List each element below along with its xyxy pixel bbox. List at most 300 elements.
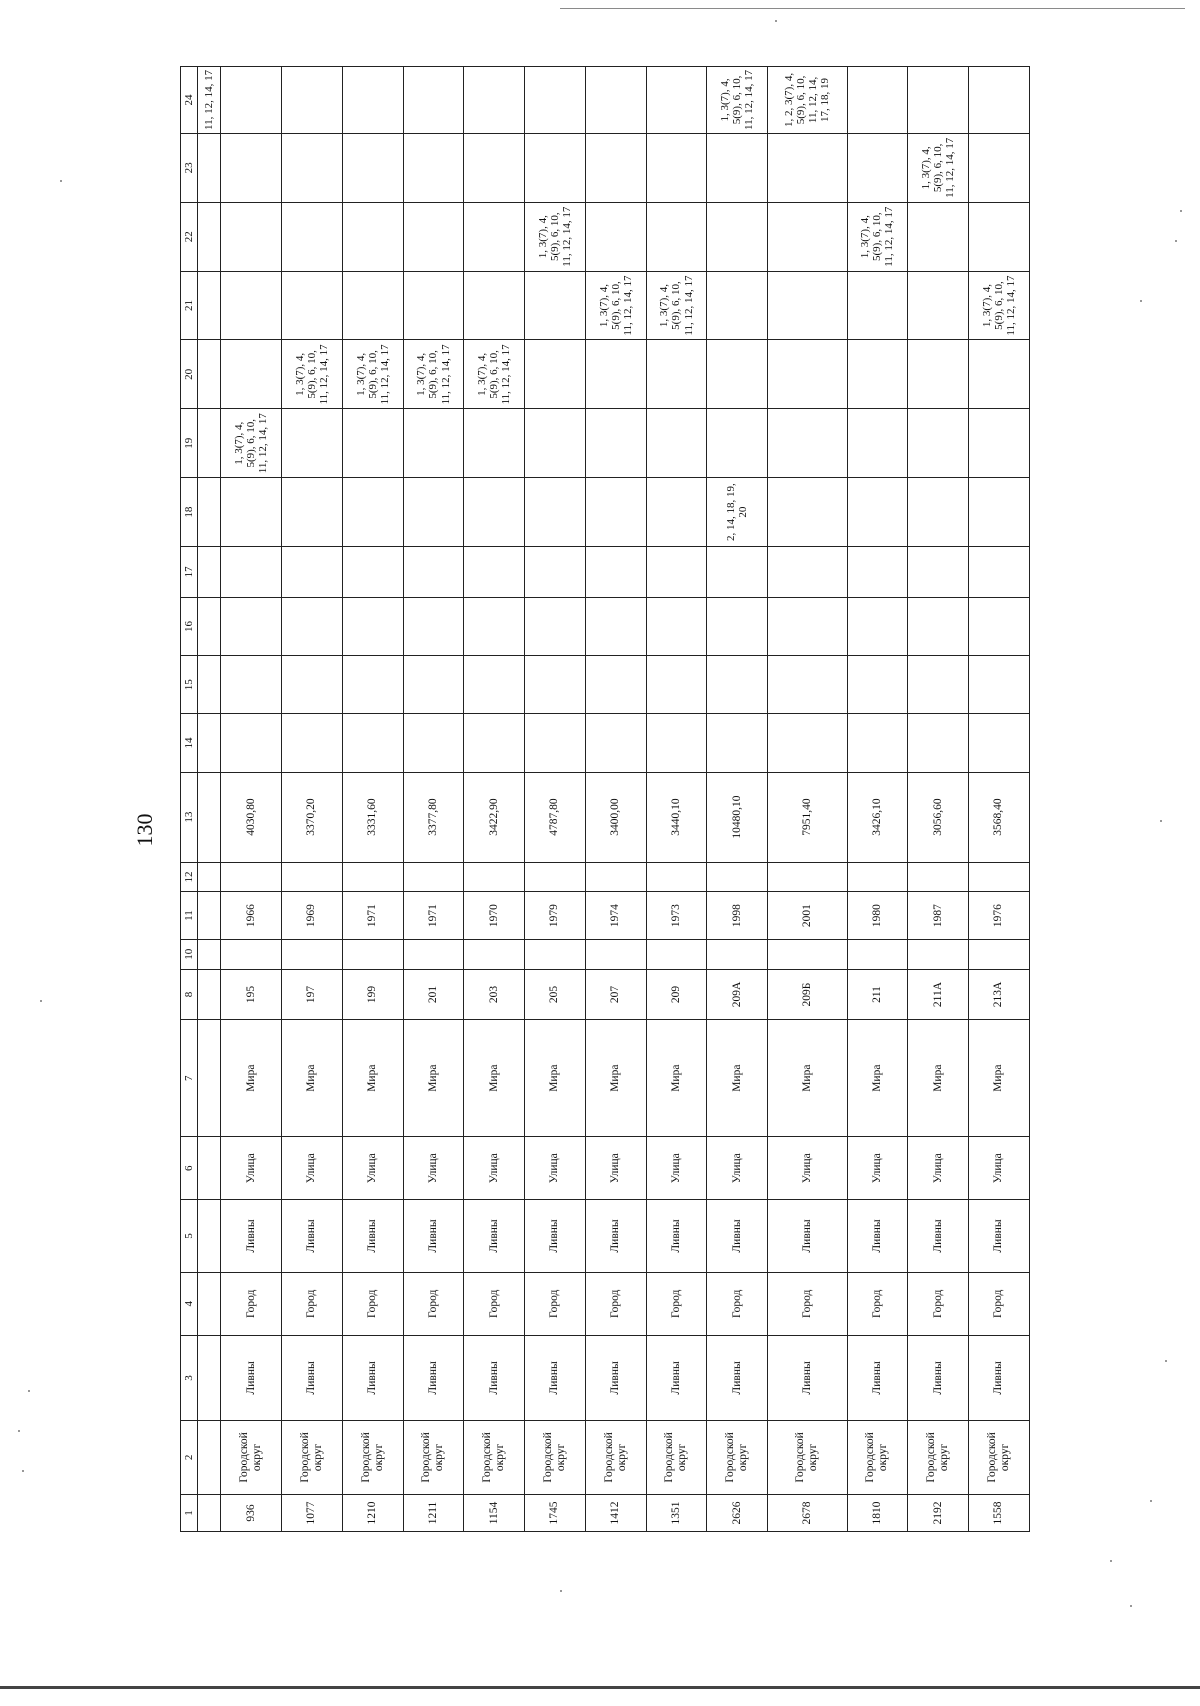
column-header: 20: [181, 340, 198, 409]
cell-street-type: Улица: [646, 1136, 707, 1200]
empty-cell: [342, 656, 403, 714]
cell-house: 199: [342, 969, 403, 1020]
cell-locality: Ливны: [969, 1336, 1030, 1421]
column-header: 7: [181, 1020, 198, 1137]
column-header: 8: [181, 969, 198, 1020]
cell-col19: [403, 409, 464, 478]
cell-year: 1980: [847, 892, 908, 940]
empty-cell: [847, 546, 908, 597]
cell-area: 3370,20: [282, 772, 343, 862]
empty-cell: [585, 597, 646, 655]
cell-col23: [525, 133, 586, 202]
empty-cell: [221, 939, 282, 969]
empty-cell: [707, 546, 768, 597]
cell-street-type: Улица: [221, 1136, 282, 1200]
table-row: [908, 67, 969, 1532]
empty-cell: [198, 1020, 221, 1137]
empty-cell: [198, 939, 221, 969]
cell-col23: [585, 133, 646, 202]
cell-col19: [585, 409, 646, 478]
top-rule: [560, 8, 1185, 9]
empty-cell: [221, 546, 282, 597]
cell-col21: [403, 271, 464, 340]
cell-col18: [282, 478, 343, 547]
cell-year: 1973: [646, 892, 707, 940]
cell-street: Мира: [707, 1020, 768, 1137]
cell-street-type: Улица: [768, 1136, 847, 1200]
cell-locality-type: Город: [403, 1272, 464, 1336]
cell-city: Ливны: [403, 1200, 464, 1272]
empty-cell: [847, 939, 908, 969]
cell-year: 1971: [342, 892, 403, 940]
empty-cell: [342, 714, 403, 772]
cell-house: 211А: [908, 969, 969, 1020]
column-header: 15: [181, 656, 198, 714]
cell-area: 3056,60: [908, 772, 969, 862]
empty-cell: [585, 714, 646, 772]
cell-locality-type: Город: [342, 1272, 403, 1336]
empty-cell: [221, 597, 282, 655]
cell-col22: [221, 202, 282, 271]
cell-year: 1987: [908, 892, 969, 940]
empty-cell: [525, 714, 586, 772]
cell-col23: [342, 133, 403, 202]
empty-cell: [646, 597, 707, 655]
empty-cell: [403, 714, 464, 772]
empty-cell: [342, 862, 403, 892]
cell-street-type: Улица: [969, 1136, 1030, 1200]
empty-cell: [969, 714, 1030, 772]
table-row: [403, 67, 464, 1532]
cell-col20: 1, 3(7), 4, 5(9), 6, 10, 11, 12, 14, 17: [403, 340, 464, 409]
register-table-wrap: [180, 66, 1030, 1532]
cell-col20: [585, 340, 646, 409]
cell-street: Мира: [847, 1020, 908, 1137]
cell-municipality: Городской округ: [585, 1420, 646, 1494]
empty-cell: [768, 656, 847, 714]
cell-locality: Ливны: [342, 1336, 403, 1421]
empty-cell: [403, 862, 464, 892]
empty-cell: [707, 714, 768, 772]
empty-cell: [525, 546, 586, 597]
cell-col20: [525, 340, 586, 409]
column-header: 18: [181, 478, 198, 547]
cell-street-type: Улица: [908, 1136, 969, 1200]
cell-street: Мира: [646, 1020, 707, 1137]
cell-col24: [525, 67, 586, 134]
cell-col22: 1, 3(7), 4, 5(9), 6, 10, 11, 12, 14, 17: [847, 202, 908, 271]
cell-col19: [768, 409, 847, 478]
empty-cell: [585, 546, 646, 597]
cell-municipality: Городской округ: [768, 1420, 847, 1494]
table-row: [342, 67, 403, 1532]
cell-col20: [221, 340, 282, 409]
cell-col18: [768, 478, 847, 547]
column-header: 14: [181, 714, 198, 772]
cell-locality: Ливны: [585, 1336, 646, 1421]
cell-year: 1976: [969, 892, 1030, 940]
cell-year: 1971: [403, 892, 464, 940]
cell-col18: [525, 478, 586, 547]
cell-year: 2001: [768, 892, 847, 940]
cell-area: 3377,80: [403, 772, 464, 862]
cell-col19: [969, 409, 1030, 478]
empty-cell: [198, 862, 221, 892]
empty-cell: [464, 714, 525, 772]
cell-id: 2192: [908, 1494, 969, 1531]
table-row: [282, 67, 343, 1532]
cell-col19: [646, 409, 707, 478]
cell-municipality: Городской округ: [646, 1420, 707, 1494]
empty-cell: [585, 862, 646, 892]
empty-cell: [198, 1136, 221, 1200]
empty-cell: [198, 656, 221, 714]
cell-street-type: Улица: [282, 1136, 343, 1200]
column-header: 5: [181, 1200, 198, 1272]
empty-cell: [908, 597, 969, 655]
empty-cell: [198, 340, 221, 409]
empty-cell: [646, 546, 707, 597]
cell-street: Мира: [969, 1020, 1030, 1137]
cell-col20: 1, 3(7), 4, 5(9), 6, 10, 11, 12, 14, 17: [342, 340, 403, 409]
empty-cell: [969, 656, 1030, 714]
cell-house: 205: [525, 969, 586, 1020]
cell-col22: [282, 202, 343, 271]
cell-locality-type: Город: [221, 1272, 282, 1336]
cell-col19: [908, 409, 969, 478]
cell-locality-type: Город: [847, 1272, 908, 1336]
cell-locality: Ливны: [707, 1336, 768, 1421]
cell-col20: [768, 340, 847, 409]
cell-col20: 1, 3(7), 4, 5(9), 6, 10, 11, 12, 14, 17: [464, 340, 525, 409]
cell-street: Мира: [768, 1020, 847, 1137]
cell-house: 209: [646, 969, 707, 1020]
cell-municipality: Городской округ: [221, 1420, 282, 1494]
cell-municipality: Городской округ: [707, 1420, 768, 1494]
cell-house: 209А: [707, 969, 768, 1020]
cell-col20: [969, 340, 1030, 409]
cell-col18: 2, 14, 18, 19, 20: [707, 478, 768, 547]
cell-street: Мира: [282, 1020, 343, 1137]
cell-col22: [768, 202, 847, 271]
cell-area: 3422,90: [464, 772, 525, 862]
empty-cell: [282, 546, 343, 597]
empty-cell: [464, 546, 525, 597]
empty-cell: [282, 714, 343, 772]
cell-id: 1558: [969, 1494, 1030, 1531]
cell-street: Мира: [464, 1020, 525, 1137]
cell-col22: 1, 3(7), 4, 5(9), 6, 10, 11, 12, 14, 17: [525, 202, 586, 271]
cell-col19: [707, 409, 768, 478]
empty-cell: [525, 597, 586, 655]
column-header: 13: [181, 772, 198, 862]
cell-year: 1966: [221, 892, 282, 940]
cell-col22: [403, 202, 464, 271]
cell-col23: [768, 133, 847, 202]
cell-city: Ливны: [707, 1200, 768, 1272]
column-header: 10: [181, 939, 198, 969]
cell-area: 7951,40: [768, 772, 847, 862]
cell-id: 1412: [585, 1494, 646, 1531]
cell-city: Ливны: [646, 1200, 707, 1272]
empty-cell: [908, 656, 969, 714]
empty-cell: [768, 939, 847, 969]
cell-col22: [342, 202, 403, 271]
empty-cell: [198, 546, 221, 597]
cell-locality: Ливны: [403, 1336, 464, 1421]
cell-city: Ливны: [342, 1200, 403, 1272]
cell-col23: [282, 133, 343, 202]
cell-house: 203: [464, 969, 525, 1020]
cell-house: 209Б: [768, 969, 847, 1020]
cell-street-type: Улица: [403, 1136, 464, 1200]
cell-col24: 1, 3(7), 4, 5(9), 6, 10, 11, 12, 14, 17: [707, 67, 768, 134]
cell-area: 4787,80: [525, 772, 586, 862]
cell-city: Ливны: [908, 1200, 969, 1272]
cell-house: 197: [282, 969, 343, 1020]
empty-cell: [707, 939, 768, 969]
cell-municipality: Городской округ: [847, 1420, 908, 1494]
cell-col24: [342, 67, 403, 134]
cell-municipality: Городской округ: [908, 1420, 969, 1494]
cell-col21: [342, 271, 403, 340]
empty-cell: [198, 1272, 221, 1336]
cell-col23: [403, 133, 464, 202]
cell-locality: Ливны: [646, 1336, 707, 1421]
cell-area: 3440,10: [646, 772, 707, 862]
table-row: [768, 67, 847, 1532]
empty-cell: [198, 969, 221, 1020]
table-row: [707, 67, 768, 1532]
cell-year: 1969: [282, 892, 343, 940]
empty-cell: [585, 939, 646, 969]
empty-cell: [342, 597, 403, 655]
cell-locality: Ливны: [525, 1336, 586, 1421]
cell-id: 2678: [768, 1494, 847, 1531]
empty-cell: [221, 714, 282, 772]
table-row: [646, 67, 707, 1532]
empty-cell: [198, 133, 221, 202]
cell-col18: [464, 478, 525, 547]
empty-cell: [646, 939, 707, 969]
cell-col19: [847, 409, 908, 478]
empty-cell: [464, 939, 525, 969]
cell-col22: [969, 202, 1030, 271]
cell-house: 195: [221, 969, 282, 1020]
cell-locality-type: Город: [969, 1272, 1030, 1336]
empty-cell: [969, 597, 1030, 655]
cell-street-type: Улица: [585, 1136, 646, 1200]
column-header: 17: [181, 546, 198, 597]
cell-locality-type: Город: [282, 1272, 343, 1336]
register-body: [181, 67, 1030, 1532]
table-row: [969, 67, 1030, 1532]
empty-cell: [525, 656, 586, 714]
empty-cell: [707, 862, 768, 892]
empty-cell: [768, 862, 847, 892]
cell-col21: [282, 271, 343, 340]
cell-area: 3400,00: [585, 772, 646, 862]
cell-city: Ливны: [525, 1200, 586, 1272]
cell-area: 4030,80: [221, 772, 282, 862]
cell-col20: 1, 3(7), 4, 5(9), 6, 10, 11, 12, 14, 17: [282, 340, 343, 409]
cell-locality: Ливны: [768, 1336, 847, 1421]
cell-col18: [403, 478, 464, 547]
empty-cell: [768, 546, 847, 597]
cell-col19: [464, 409, 525, 478]
column-header: 22: [181, 202, 198, 271]
cell-city: Ливны: [847, 1200, 908, 1272]
cell-area: 3568,40: [969, 772, 1030, 862]
cell-locality: Ливны: [221, 1336, 282, 1421]
cell-col24: 1, 2, 3(7), 4, 5(9), 6, 10, 11, 12, 14, 17, 18, 19: [768, 67, 847, 134]
cell-col21: [525, 271, 586, 340]
empty-cell: [198, 478, 221, 547]
cell-col23: [707, 133, 768, 202]
column-header: 11: [181, 892, 198, 940]
empty-cell: [646, 656, 707, 714]
table-row: [847, 67, 908, 1532]
table-row: [221, 67, 282, 1532]
cell-col24: [646, 67, 707, 134]
empty-cell: [198, 597, 221, 655]
empty-cell: [198, 714, 221, 772]
empty-cell: [525, 862, 586, 892]
cell-locality: Ливны: [282, 1336, 343, 1421]
cell-col19: [525, 409, 586, 478]
cell-locality-type: Город: [908, 1272, 969, 1336]
cell-id: 1077: [282, 1494, 343, 1531]
cell-city: Ливны: [221, 1200, 282, 1272]
empty-cell: [768, 714, 847, 772]
header-note-row: [198, 67, 221, 1532]
cell-col18: [908, 478, 969, 547]
cell-col24: [969, 67, 1030, 134]
cell-col21: [847, 271, 908, 340]
cell-locality-type: Город: [707, 1272, 768, 1336]
cell-locality: Ливны: [847, 1336, 908, 1421]
column-header: 12: [181, 862, 198, 892]
cell-street-type: Улица: [464, 1136, 525, 1200]
cell-id: 1810: [847, 1494, 908, 1531]
cell-col24: [282, 67, 343, 134]
empty-cell: [908, 546, 969, 597]
cell-city: Ливны: [585, 1200, 646, 1272]
cell-col19: [342, 409, 403, 478]
cell-house: 211: [847, 969, 908, 1020]
cell-year: 1979: [525, 892, 586, 940]
cell-col18: [585, 478, 646, 547]
empty-cell: [646, 862, 707, 892]
empty-cell: [908, 714, 969, 772]
empty-cell: [221, 862, 282, 892]
cell-col18: [342, 478, 403, 547]
empty-cell: [198, 409, 221, 478]
cell-id: 1351: [646, 1494, 707, 1531]
empty-cell: [847, 656, 908, 714]
empty-cell: [282, 656, 343, 714]
empty-cell: [585, 656, 646, 714]
empty-cell: [342, 546, 403, 597]
cell-id: 1745: [525, 1494, 586, 1531]
column-header: 24: [181, 67, 198, 134]
column-header: 16: [181, 597, 198, 655]
column-header: 4: [181, 1272, 198, 1336]
empty-cell: [282, 862, 343, 892]
empty-cell: [221, 656, 282, 714]
cell-street: Мира: [403, 1020, 464, 1137]
cell-col20: [707, 340, 768, 409]
cell-house: 213А: [969, 969, 1030, 1020]
cell-col23: [464, 133, 525, 202]
cell-locality-type: Город: [464, 1272, 525, 1336]
cell-year: 1970: [464, 892, 525, 940]
page-number: 130: [132, 813, 157, 847]
header-note-cell: 11, 12, 14, 17: [198, 67, 221, 134]
cell-col18: [847, 478, 908, 547]
cell-col22: [464, 202, 525, 271]
cell-street-type: Улица: [525, 1136, 586, 1200]
cell-col19: 1, 3(7), 4, 5(9), 6, 10, 11, 12, 14, 17: [221, 409, 282, 478]
cell-year: 1998: [707, 892, 768, 940]
cell-locality-type: Город: [768, 1272, 847, 1336]
empty-cell: [707, 597, 768, 655]
cell-col18: [969, 478, 1030, 547]
cell-locality-type: Город: [585, 1272, 646, 1336]
header-row: [181, 67, 198, 1532]
cell-col24: [403, 67, 464, 134]
cell-col21: 1, 3(7), 4, 5(9), 6, 10, 11, 12, 14, 17: [646, 271, 707, 340]
cell-municipality: Городской округ: [282, 1420, 343, 1494]
cell-col21: 1, 3(7), 4, 5(9), 6, 10, 11, 12, 14, 17: [969, 271, 1030, 340]
cell-col20: [847, 340, 908, 409]
cell-col22: [585, 202, 646, 271]
cell-col24: [847, 67, 908, 134]
cell-locality: Ливны: [908, 1336, 969, 1421]
empty-cell: [282, 939, 343, 969]
cell-col23: [969, 133, 1030, 202]
empty-cell: [525, 939, 586, 969]
empty-cell: [908, 862, 969, 892]
table-row: [525, 67, 586, 1532]
cell-street: Мира: [908, 1020, 969, 1137]
empty-cell: [847, 714, 908, 772]
empty-cell: [282, 597, 343, 655]
cell-street: Мира: [585, 1020, 646, 1137]
empty-cell: [707, 656, 768, 714]
empty-cell: [198, 202, 221, 271]
cell-col21: [768, 271, 847, 340]
empty-cell: [847, 862, 908, 892]
cell-col24: [464, 67, 525, 134]
cell-col20: [646, 340, 707, 409]
cell-municipality: Городской округ: [403, 1420, 464, 1494]
cell-col19: [282, 409, 343, 478]
cell-col24: [221, 67, 282, 134]
cell-area: 3426,10: [847, 772, 908, 862]
empty-cell: [969, 862, 1030, 892]
table-row: [464, 67, 525, 1532]
column-header: 6: [181, 1136, 198, 1200]
cell-municipality: Городской округ: [464, 1420, 525, 1494]
column-header: 1: [181, 1494, 198, 1531]
empty-cell: [969, 939, 1030, 969]
empty-cell: [198, 892, 221, 940]
cell-col22: [707, 202, 768, 271]
empty-cell: [198, 271, 221, 340]
cell-city: Ливны: [464, 1200, 525, 1272]
cell-col21: [464, 271, 525, 340]
